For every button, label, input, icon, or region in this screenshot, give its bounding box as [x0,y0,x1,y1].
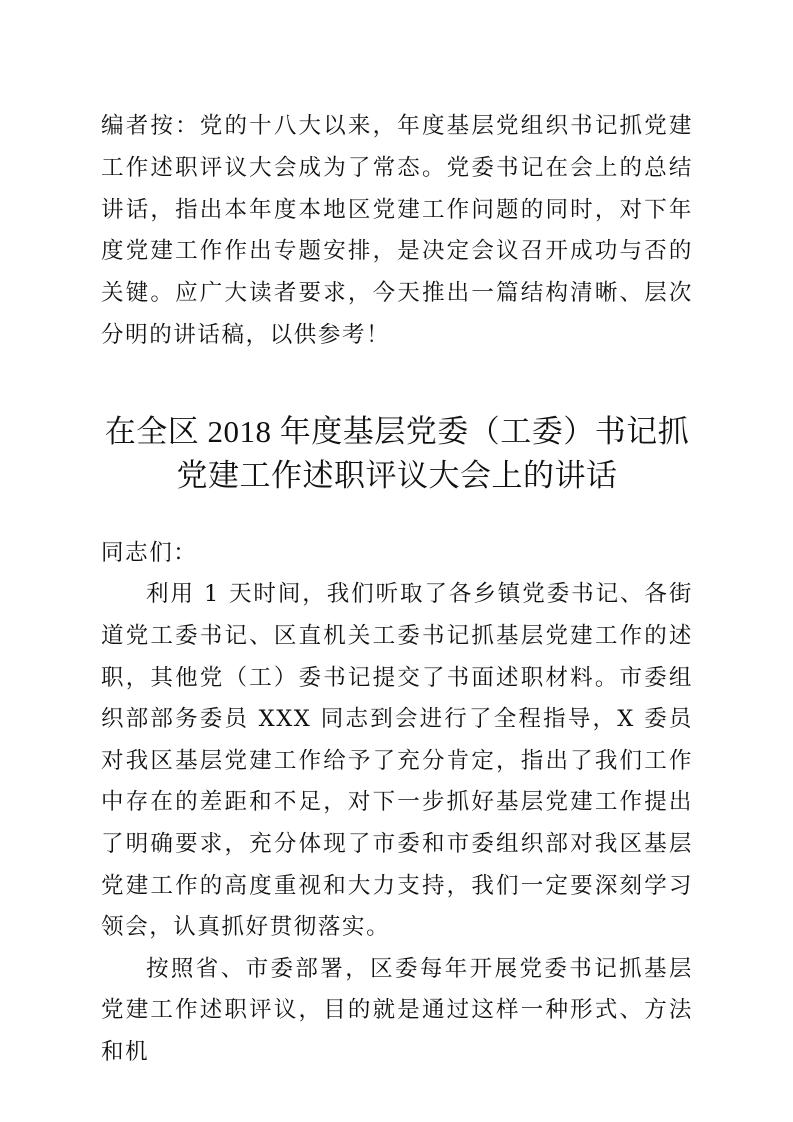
body-paragraph-2: 按照省、市委部署，区委每年开展党委书记抓基层党建工作述职评议，目的就是通过这样一种形式、方法和机 [101,955,693,1065]
speech-title [101,410,693,498]
editor-note: 编者按：党的十八大以来，年度基层党组织书记抓党建工作述职评议大会成为了常态。党委书记在会上的总结讲话，指出本年度本地区党建工作问题的同时，对下年度党建工作作出专题安排，是决定会议召开成功与否的关键。应广大读者要求，今天推出一篇结构清晰、层次分明的讲话稿，以供参考！ [101,113,693,348]
speech-title-line-1: 在全区 2018 年度基层党委（工委）书记抓 [104,413,690,449]
salutation: 同志们： [101,539,198,566]
body-paragraph-1: 利用 1 天时间，我们听取了各乡镇党委书记、各街道党工委书记、区直机关工委书记抓基层党建工作的述职，其他党（工）委书记提交了书面述职材料。市委组织部部务委员 XXX 同志到会进行了全程指导，X 委员对我区基层党建工作给予了充分肯定，指出了我们工作中存在的差距和不足，对下一步抓好基层党建工作提出了明确要求，充分体现了市委和市委组织部对我区基层党建工作的高度重视和大力支持，我们一定要深刻学习领会，认真抓好贯彻落实。 [101,581,693,941]
speech-title-line-2: 党建工作述职评议大会上的讲话 [176,457,618,493]
